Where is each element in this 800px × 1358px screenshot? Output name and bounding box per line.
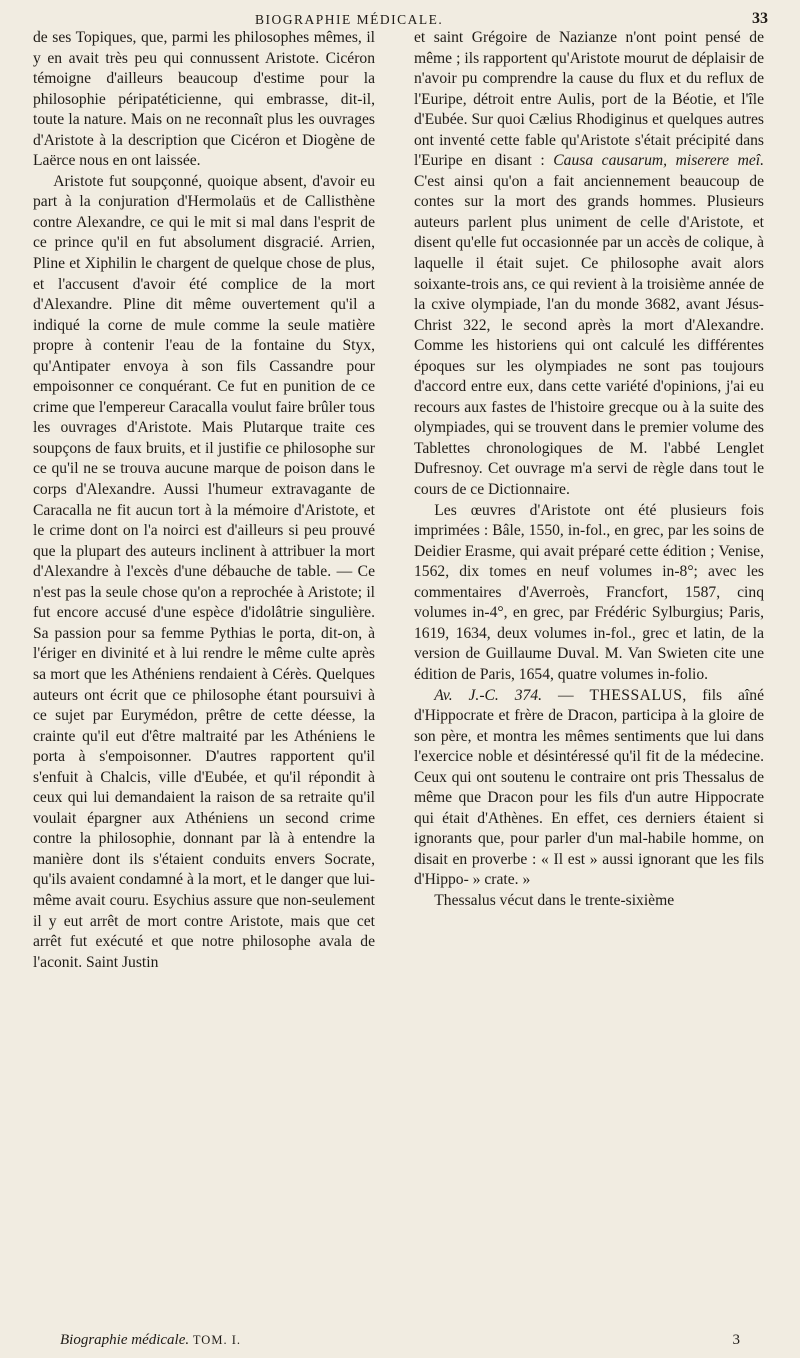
right-column <box>414 28 764 912</box>
running-title: BIOGRAPHIE MÉDICALE. <box>255 12 444 27</box>
entry-thessalus <box>414 686 764 891</box>
entry-dash: — <box>542 686 590 704</box>
page-footer <box>60 1332 760 1354</box>
paragraph-text: et saint Grégoire de Nazianze n'ont point pensé de même ; ils rapportent qu'Aristote mourut de déplaisir de n'avoir pu comprendre la cause du flux et du reflux de l'Euripe, détroit entre Aulis, port de la Béotie, et l'île d'Eubée. Sur quoi Cælius Rhodiginus et quelques autres ont inventé cette fable qu'Aristote s'était précipité dans l'Euripe en disant : <box>414 29 764 170</box>
latin-quote: Causa causarum, miserere meî. <box>553 152 765 170</box>
entry-text: , fils aîné d'Hippocrate et frère de Dracon, participa à la gloire de son père, et montra les mêmes sentiments que lui dans l'exercice noble et désintéressé qu'il fit de la médecine. Ceux qui ont soutenu le contraire ont pris Thessalus de même que Dracon pour les fils d'un autre Hippocrate qui était d'Athènes. En effet, ces derniers étaient si ignorants que, pour parler d'un mal-habile homme, on disait en proverbe : « Il est » aussi ignorant que les fils d'Hippo- » crate. » <box>414 686 765 889</box>
paragraph-text: C'est ainsi qu'on a fait anciennement beaucoup de contes sur la mort des grands hommes. Plusieurs auteurs parlent plus uniment de celle d'Aristote, et disent qu'elle fut occasionnée par un accès de colique, à laquelle il était sujet. Ce philosophe avait alors soixante-trois ans, ce qui revient à la troisième année de la cxive olympiade, l'an du monde 3682, avant Jésus-Christ 322, le second après la mort d'Alexandre. Comme les historiens qui ont calculé les différentes époques sur les olympiades ne sont pas toujours d'accord entre eux, dans cette variété d'opinions, j'ai eu recours aux fastes de l'histoire grecque ou à la suite des olympiades, qui se trouvent dans le premier volume des Tablettes chronologiques de M. l'abbé Lenglet Dufresnoy. Cet ouvrage m'a servi de règle dans tout le cours de ce Dictionnaire. <box>414 172 764 499</box>
page-number: 33 <box>752 10 768 27</box>
paragraph: de ses Topiques, que, parmi les philosophes mêmes, il y en avait très peu qui connussent Aristote. Cicéron témoigne d'ailleurs beaucoup d'estime pour la philosophie péripatéticienne, qui embrasse, dit-il, toute la nature. Mais on ne reconnaît plus les ouvrages d'Aristote à la description que Cicéron et Diogène de Laërce nous en ont laissée. <box>33 29 375 170</box>
entry-name: THESSALUS <box>589 686 683 704</box>
left-column <box>33 28 375 973</box>
paragraph: Aristote fut soupçonné, quoique absent, d'avoir eu part à la conjuration d'Hermolaüs et de Callisthène contre Alexandre, ce qui le mit si mal dans l'esprit de ce prince qu'il en fut absolument disgracié. Arrien, Pline et Xiphilin le chargent de quelque chose de plus, et l'accusent d'avoir été complice de la mort d'Alexandre. Pline dit même ouvertement qu'il a indiqué la corne de mule comme la seule matière propre à contenir l'eau de la fontaine du Styx, qu'Antipater envoya à son fils Cassandre pour empoisonner ce conquérant. Ce fut en punition de ce crime que l'empereur Caracalla voulut faire brûler tous les ouvrages d'Aristote. Mais Plutarque traite ces soupçons de faux bruits, et il justifie ce philosophe sur ce qu'il ne se trouva aucune marque de poison dans le corps d'Alexandre. Aussi l'humeur extravagante de Caracalla ne fit aucun tort à la mémoire d'Aristote, et le crime dont on l'a noirci est d'ailleurs si peu prouvé que la plupart des auteurs inclinent à attribuer la mort d'Alexandre à l'excès d'une débauche de table. — Ce n'est pas la seule chose qu'on a reprochée à Aristote; il fut encore accusé d'une espèce d'idolâtrie singulière. Sa passion pour sa femme Pythias le porta, dit-on, à l'ériger en divinité et à lui rendre le même culte après sa mort que les Athéniens rendaient à Cérès. Quelques auteurs ont écrit que ce philosophe étant poursuivi à ce sujet par Eurymédon, prêtre de cette déesse, la crainte qu'il eut d'être maltraité par les Athéniens le porta à s'empoisonner. D'autres rapportent qu'il s'enfuit à Chalcis, ville d'Eubée, et qu'il répondit à ceux qui lui demandaient la raison de sa retraite qu'il voulait épargner aux Athéniens un second crime contre la philosophie, donnant par là à entendre la manière dont ils s'étaient conduits envers Socrate, qu'ils avaient condamné à la mort, et le danger que lui-même avait couru. Esychius assure que non-seulement il y eut arrêt de mort contre Aristote, mais que cet arrêt fut exécuté et que notre philosophe avala de l'aconit. Saint Justin <box>33 172 375 971</box>
signature-mark: 3 <box>732 1332 740 1348</box>
paragraph: Les œuvres d'Aristote ont été plusieurs fois imprimées : Bâle, 1550, in-fol., en grec, par les soins de Deidier Erasme, qui avait préparé cette édition ; Venise, 1562, dix tomes en neuf volumes in-8°; avec les commentaires d'Averroès, Francfort, 1587, cinq volumes in-4°, en grec, par Frédéric Sylburgius; Paris, 1619, 1634, deux volumes in-fol., grec et latin, de la version de Guillaume Duval. M. Van Swieten cite une édition de Paris, 1654, quatre volumes in-folio. <box>414 501 764 683</box>
work-title: Biographie médicale. <box>60 1332 190 1348</box>
footer-work-title <box>60 1332 241 1349</box>
entry-date: Av. J.-C. 374. <box>434 686 543 704</box>
paragraph <box>414 28 764 501</box>
volume-label: TOM. I. <box>192 1333 241 1347</box>
paragraph: Thessalus vécut dans le trente-sixième <box>434 891 675 909</box>
